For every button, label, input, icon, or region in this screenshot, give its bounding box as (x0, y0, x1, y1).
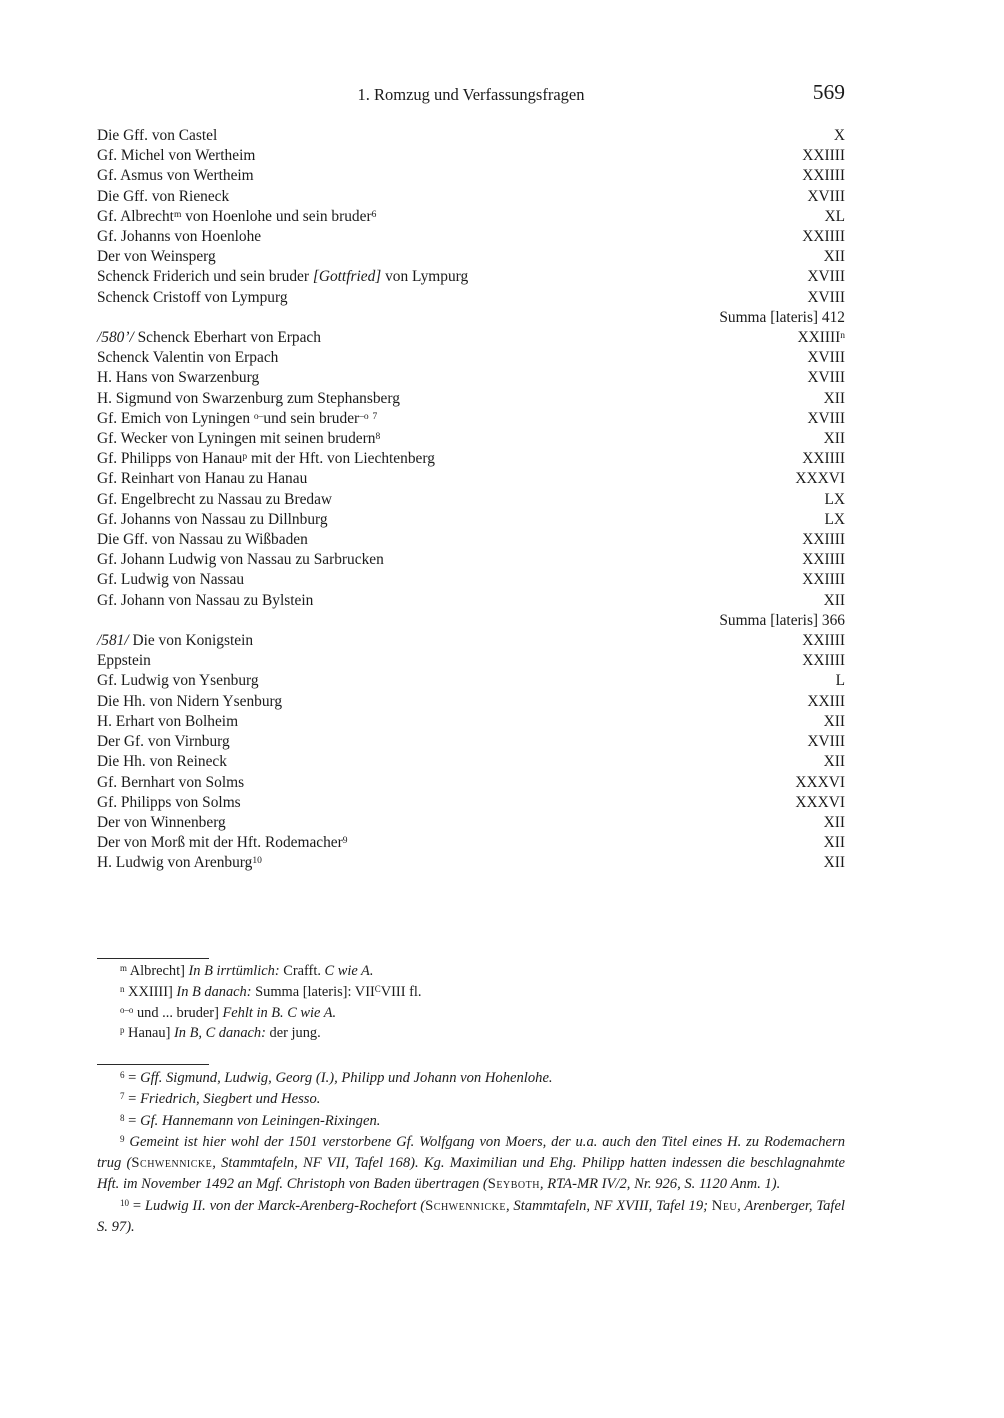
entry-row (97, 591, 845, 611)
entry-value: XVIII (807, 409, 845, 427)
entry-row (97, 773, 845, 793)
entry-value: XVIII (807, 268, 845, 286)
letter-notes-separator-rule (97, 958, 209, 959)
number-note: $^7$ = Friedrich, Siegbert und Hesso. (120, 1091, 321, 1108)
entry-value: XXIIII (802, 147, 845, 165)
entry-value: XXIIII (802, 551, 845, 569)
entry-row (97, 389, 845, 409)
summa-row (97, 308, 845, 328)
entry-row (97, 692, 845, 712)
entry-value: XXIIII$^n$ (797, 329, 845, 347)
number-notes-separator-rule (97, 1064, 209, 1065)
summa-row (97, 611, 845, 631)
entry-value: XXIIII (802, 571, 845, 589)
entry-row (97, 429, 845, 449)
entry-name: Gf. Philipps von Hanau$^p$ mit der Hft. von Liechtenberg (97, 450, 435, 468)
entry-row (97, 328, 845, 348)
number-notes (97, 1068, 845, 1238)
entry-value: XII (823, 834, 845, 852)
entry-value: XII (823, 813, 845, 831)
entry-row (97, 732, 845, 752)
entry-row (97, 853, 845, 873)
letter-note: $^p$ Hanau] In B, C danach: der jung. (120, 1025, 321, 1042)
entry-name: Die Hh. von Reineck (97, 753, 227, 771)
entry-value: XXXVI (795, 773, 845, 791)
letter-note: $^n$ XXIIII] In B danach: Summa [lateris]: $VII^CVIII$ fl. (120, 983, 422, 1000)
entry-value: XII (823, 753, 845, 771)
entry-name: Gf. Ludwig von Ysenburg (97, 672, 259, 690)
entry-name: Schenck Friderich und sein bruder [Gottfried] von Lympurg (97, 268, 469, 286)
entry-value: XXIIII (802, 228, 845, 246)
entry-row (97, 166, 845, 186)
entry-name: Gf. Johann Ludwig von Nassau zu Sarbrucken (97, 551, 384, 569)
entry-name: H. Hans von Swarzenburg (97, 369, 260, 387)
entry-name: Gf. Asmus von Wertheim (97, 167, 254, 185)
entry-row (97, 631, 845, 651)
entry-row (97, 146, 845, 166)
page-number: 569 (812, 80, 845, 104)
entry-name: Gf. Johann von Nassau zu Bylstein (97, 591, 314, 609)
entry-row (97, 550, 845, 570)
entry-value: XII (823, 430, 845, 448)
entry-row (97, 469, 845, 489)
entry-row (97, 813, 845, 833)
entry-list (97, 126, 845, 874)
entry-name: Gf. Bernhart von Solms (97, 773, 245, 791)
entry-name: Schenck Valentin von Erpach (97, 349, 279, 367)
entry-row (97, 207, 845, 227)
entry-name: Gf. Philipps von Solms (97, 793, 241, 811)
entry-name: H. Erhart von Bolheim (97, 712, 239, 730)
entry-name: Gf. Emich von Lyningen $^{o-}$und sein bruder$^{-o}$ $^7$ (97, 409, 378, 427)
entry-row (97, 510, 845, 530)
entry-row (97, 752, 845, 772)
entry-name: Der von Morß mit der Hft. Rodemacher$^9$ (97, 834, 348, 852)
entry-row (97, 368, 845, 388)
entry-row (97, 712, 845, 732)
entry-name: Die Hh. von Nidern Ysenburg (97, 692, 283, 710)
entry-value: XVIII (807, 733, 845, 751)
entry-value: X (833, 127, 845, 144)
entry-value: XXIII (807, 692, 845, 710)
entry-name: Gf. Johanns von Hoenlohe (97, 228, 262, 246)
entry-name: /580’/ Schenck Eberhart von Erpach (97, 329, 321, 347)
summa-value: Summa [lateris] 366 (719, 611, 845, 629)
letter-notes (97, 961, 845, 1044)
entry-value: XXXVI (795, 470, 845, 488)
entry-row (97, 126, 845, 146)
entry-value: XVIII (807, 288, 845, 306)
chapter-heading: 1. Romzug und Verfassungsfragen (357, 85, 585, 104)
number-note: $^8$ = Gf. Hannemann von Leiningen-Rixingen. (120, 1112, 381, 1129)
entry-value: LX (824, 510, 845, 528)
entry-value: XII (823, 712, 845, 730)
entry-name: Die Gff. von Rieneck (97, 187, 230, 205)
entry-value: XL (824, 207, 845, 225)
entry-name: Gf. Engelbrecht zu Nassau zu Bredaw (97, 490, 333, 508)
entry-row (97, 187, 845, 207)
entry-name: Gf. Ludwig von Nassau (97, 571, 245, 589)
entry-value: XVIII (807, 187, 845, 205)
entry-value: XII (823, 591, 845, 609)
entry-name: Gf. Wecker von Lyningen mit seinen brudern$^8$ (97, 430, 381, 448)
summa-value: Summa [lateris] 412 (719, 308, 845, 326)
entry-row (97, 651, 845, 671)
letter-note: $^m$ Albrecht] In B irrtümlich: Crafft. C wie A. (120, 962, 374, 979)
entry-value: XII (823, 248, 845, 266)
entry-name: H. Sigmund von Swarzenburg zum Stephansberg (97, 389, 400, 407)
entry-value: XXIIII (802, 450, 845, 468)
letter-note: $^{o-o}$ und ... bruder] Fehlt in B. C wie A. (120, 1004, 337, 1021)
entry-row (97, 267, 845, 287)
entry-value: XXIIII (802, 167, 845, 185)
entry-name: Gf. Johanns von Nassau zu Dillnburg (97, 510, 328, 528)
entry-row (97, 570, 845, 590)
entry-value: XXIIII (802, 531, 845, 549)
number-note: $^9$ Gemeint ist hier wohl der 1501 verstorbene Gf. Wolfgang von Moers, der u.a. auch den Titel eines H. zu Rodemachern trug (Schwennicke, Stammtafeln, NF VII, Tafel 168). Kg. Maximilian und Ehg. Philipp hatten indessen die beschlagnahmte Hft. im November 1492 an Mgf. Christoph von Baden übertragen (Seyboth, RTA-MR IV/2, Nr. 926, S. 1120 Anm. 1). (97, 1133, 845, 1193)
entry-name: Der Gf. von Virnburg (97, 733, 230, 751)
entry-name: /581/ Die von Konigstein (97, 632, 254, 650)
entry-row (97, 793, 845, 813)
entry-row (97, 833, 845, 853)
entry-name: Gf. Reinhart von Hanau zu Hanau (97, 470, 308, 488)
entry-value: XVIII (807, 369, 845, 387)
entry-row (97, 227, 845, 247)
number-note: $^6$ = Gff. Sigmund, Ludwig, Georg (I.), Philipp und Johann von Hohenlohe. (120, 1069, 553, 1086)
entry-name: Die Gff. von Castel (97, 127, 218, 144)
entry-name: Der von Winnenberg (97, 813, 226, 831)
entry-value: XVIII (807, 349, 845, 367)
running-header (97, 80, 845, 110)
entry-row (97, 288, 845, 308)
entry-value: XII (823, 854, 845, 872)
entry-value: XXXVI (795, 793, 845, 811)
entry-name: Gf. Michel von Wertheim (97, 147, 256, 165)
entry-value: LX (824, 490, 845, 508)
entry-name: Der von Weinsperg (97, 248, 216, 266)
entry-value: XII (823, 389, 845, 407)
entry-value: L (835, 672, 845, 690)
entry-row (97, 409, 845, 429)
entry-name: Gf. Albrecht$^m$ von Hoenlohe und sein bruder$^6$ (97, 207, 377, 225)
entry-row (97, 247, 845, 267)
entry-name: Die Gff. von Nassau zu Wißbaden (97, 531, 308, 549)
entry-row (97, 449, 845, 469)
entry-name: Schenck Cristoff von Lympurg (97, 288, 288, 306)
entry-row (97, 490, 845, 510)
entry-name: Eppstein (97, 652, 151, 670)
entry-value: XXIIII (802, 652, 845, 670)
number-note: $^{10}$ = Ludwig II. von der Marck-Arenberg-Rochefort (Schwennicke, Stammtafeln, NF XVIII, Tafel 19; Neu, Arenberger, Tafel S. 97). (97, 1197, 845, 1236)
entry-value: XXIIII (802, 632, 845, 650)
entry-row (97, 671, 845, 691)
entry-name: H. Ludwig von Arenburg$^{10}$ (97, 854, 262, 872)
entry-row (97, 530, 845, 550)
entry-row (97, 348, 845, 368)
